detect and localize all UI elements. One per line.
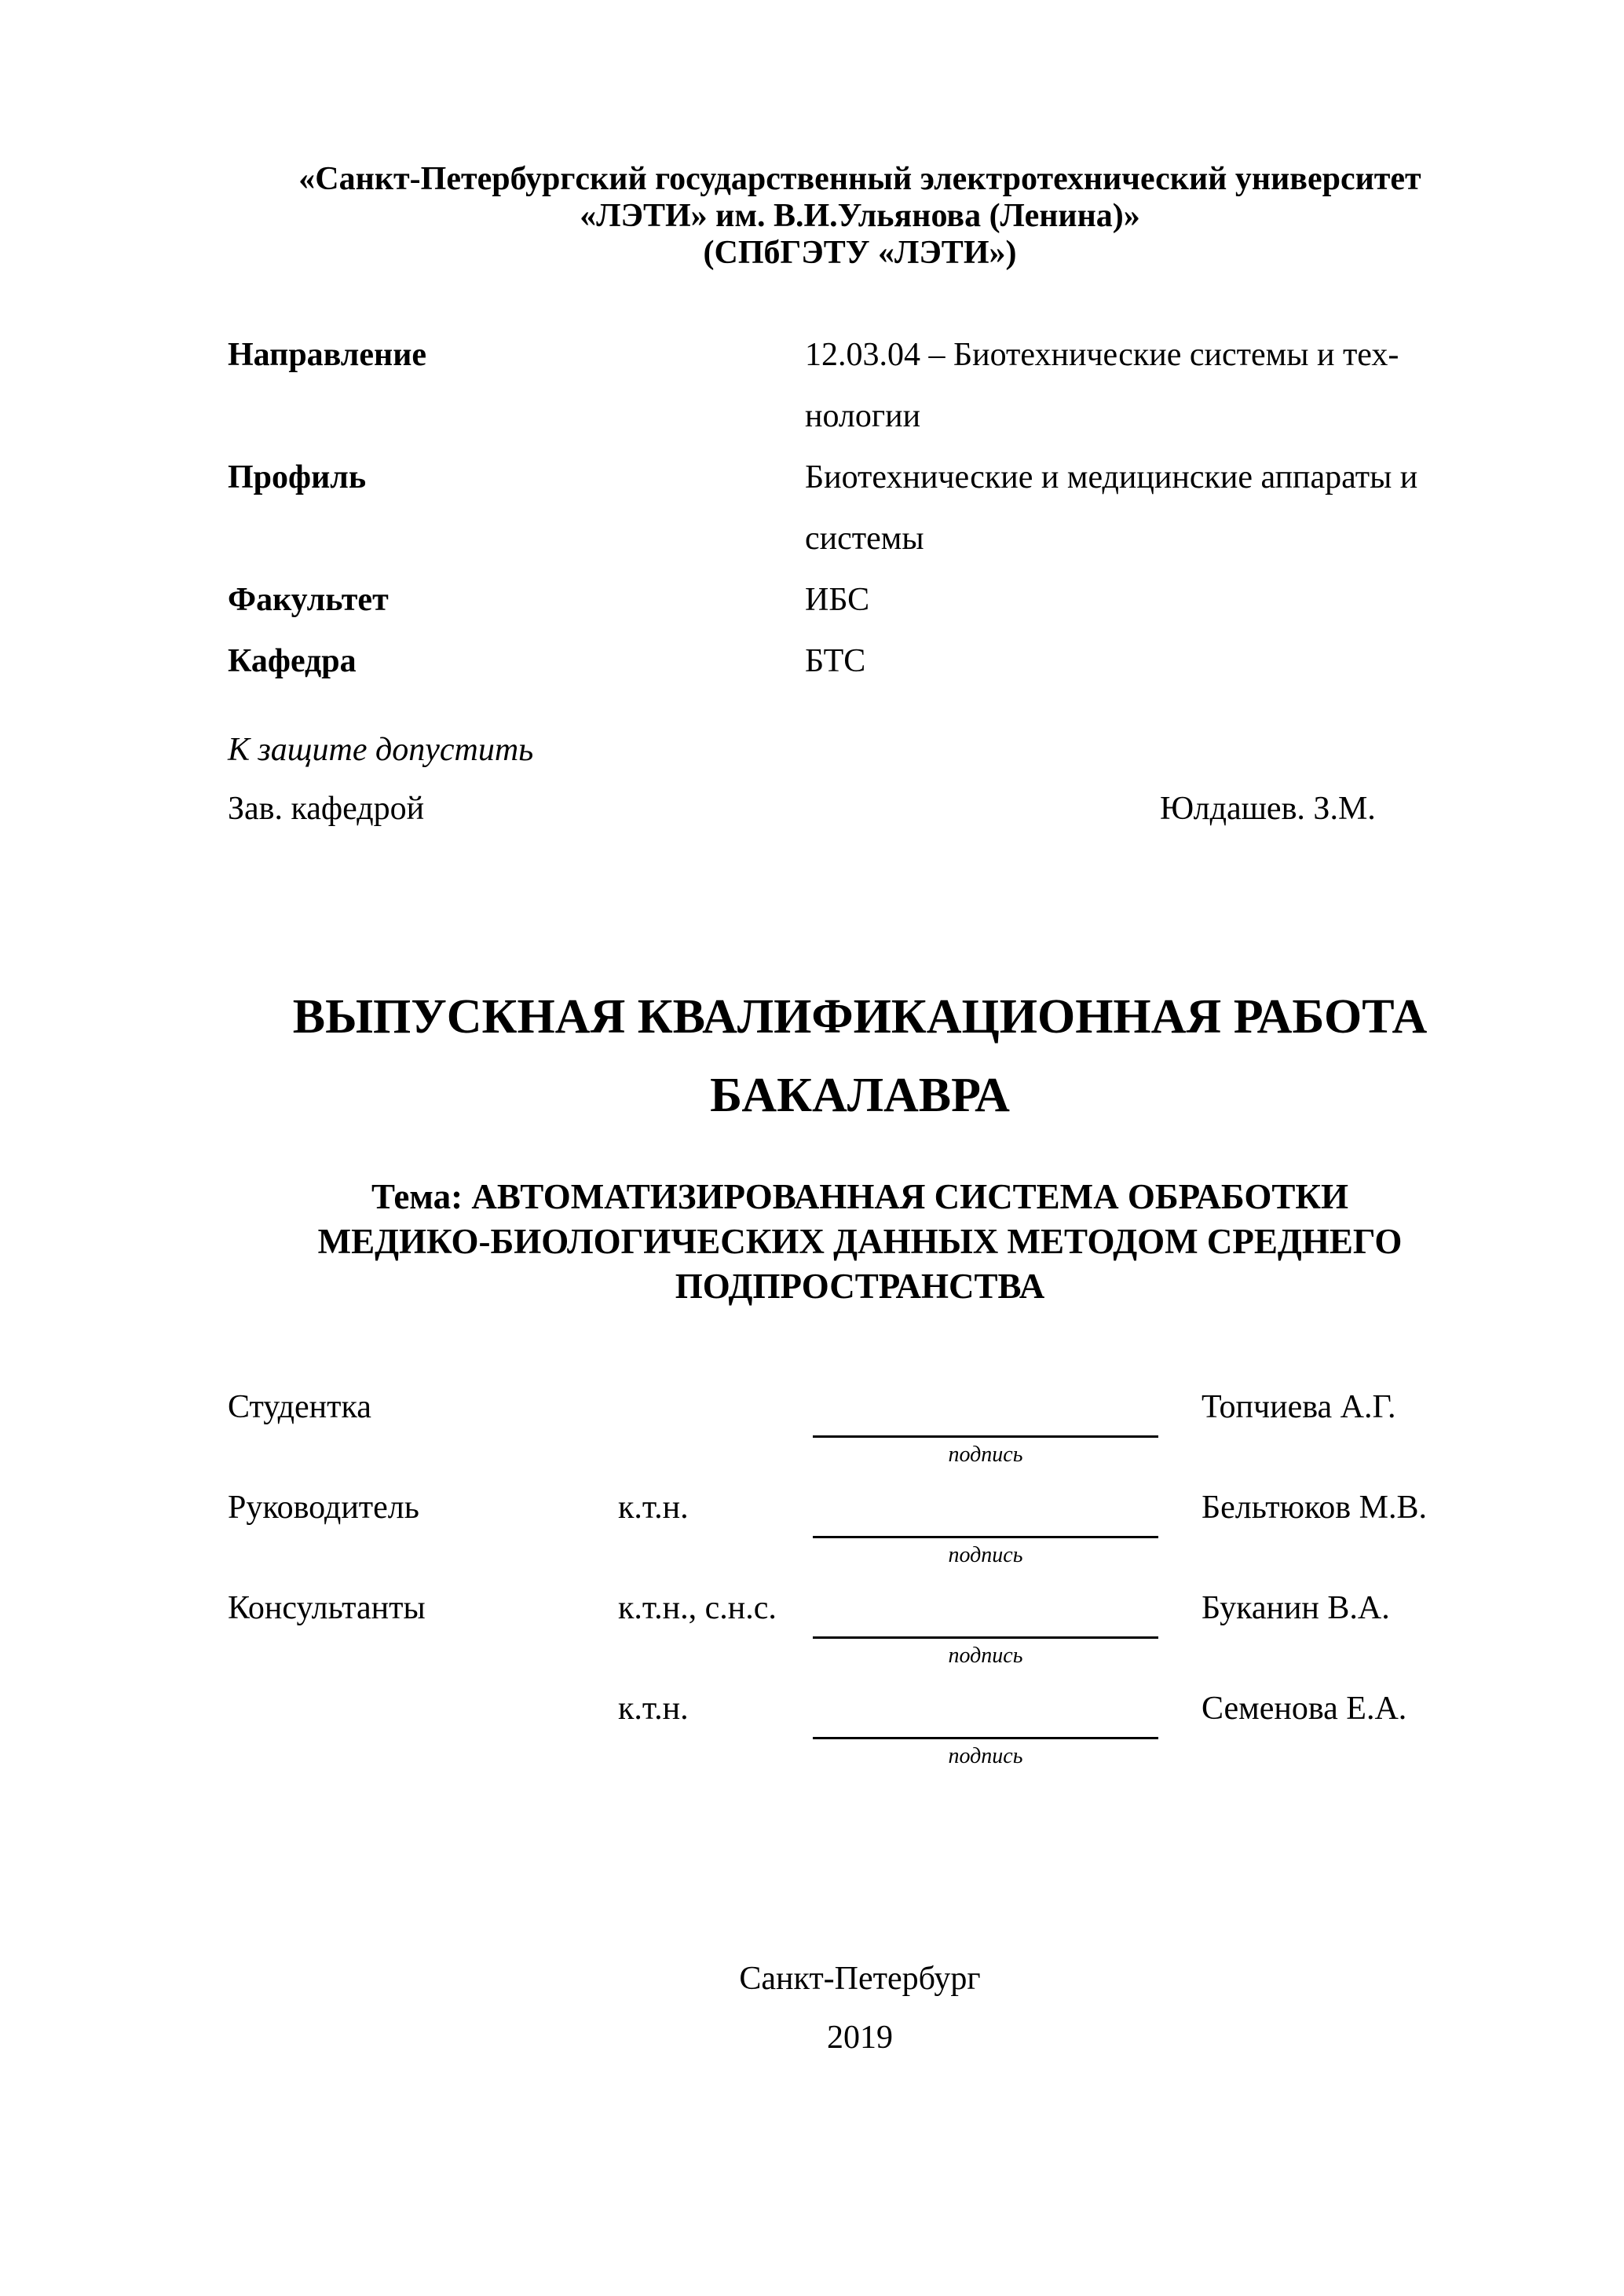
field-value-direction-line-1: 12.03.04 – Биотехнические системы и тех-	[805, 337, 1399, 373]
footer-year: 2019	[827, 2020, 893, 2056]
signature-row-consultant-1	[228, 1589, 1492, 1690]
topic-line-1: Тема: АВТОМАТИЗИРОВАННАЯ СИСТЕМА ОБРАБОТКИ	[371, 1177, 1348, 1216]
approval-block	[228, 721, 1492, 839]
signature-name: Топчиева А.Г.	[1202, 1389, 1396, 1425]
signatures-block	[228, 1388, 1492, 1828]
university-header	[228, 161, 1492, 272]
department-head-name: Юлдашев. З.М.	[1160, 791, 1376, 827]
field-value-faculty: ИБС	[805, 582, 870, 618]
field-row-profile	[228, 447, 1492, 508]
university-name-line-1: «Санкт-Петербургский государственный электротехнический университет	[298, 161, 1421, 197]
field-value-profile-line-1: Биотехнические и медицинские аппараты и	[805, 459, 1418, 495]
program-fields	[228, 324, 1492, 692]
field-row-profile-wrap	[228, 508, 1492, 569]
field-label-direction: Направление	[228, 337, 427, 373]
field-row-chair	[228, 631, 1492, 692]
signature-row-supervisor	[228, 1489, 1492, 1589]
topic-line-3: ПОДПРОСТРАНСТВА	[675, 1267, 1045, 1306]
signature-role: Консультанты	[228, 1590, 426, 1626]
signature-row-student	[228, 1388, 1492, 1489]
page-content	[228, 0, 1492, 2296]
university-abbreviation: (СПбГЭТУ «ЛЭТИ»)	[703, 235, 1017, 271]
field-label-faculty: Факультет	[228, 582, 389, 618]
signature-role: Руководитель	[228, 1490, 419, 1526]
signature-role: Студентка	[228, 1389, 371, 1425]
signature-caption: подпись	[948, 1744, 1023, 1768]
work-title	[228, 978, 1492, 1135]
field-row-direction	[228, 324, 1492, 386]
field-value-profile-line-2: системы	[805, 521, 924, 557]
university-name-line-2: «ЛЭТИ» им. В.И.Ульянова (Ленина)»	[580, 198, 1140, 234]
signature-line	[813, 1536, 1158, 1538]
field-label-profile: Профиль	[228, 459, 367, 495]
work-title-line-2: БАКАЛАВРА	[710, 1069, 1010, 1122]
signature-line	[813, 1737, 1158, 1739]
signature-line	[813, 1435, 1158, 1438]
field-row-faculty	[228, 569, 1492, 631]
signature-caption: подпись	[948, 1643, 1023, 1668]
signature-degree: к.т.н.	[618, 1691, 689, 1727]
signature-name: Буканин В.А.	[1202, 1590, 1390, 1626]
signature-name: Семенова Е.А.	[1202, 1691, 1407, 1727]
footer-city: Санкт-Петербург	[739, 1961, 981, 1997]
signature-line	[813, 1636, 1158, 1639]
work-title-line-1: ВЫПУСКНАЯ КВАЛИФИКАЦИОННАЯ РАБОТА	[292, 990, 1428, 1044]
signature-degree: к.т.н., с.н.с.	[618, 1590, 777, 1626]
field-row-direction-wrap	[228, 386, 1492, 447]
signature-caption: подпись	[948, 1442, 1023, 1467]
topic-title	[228, 1175, 1492, 1309]
field-value-chair: БТС	[805, 643, 866, 679]
field-label-empty	[228, 508, 805, 569]
signature-name: Бельтюков М.В.	[1202, 1490, 1427, 1526]
department-head-row	[228, 780, 1492, 839]
department-head-label: Зав. кафедрой	[228, 791, 425, 827]
field-label-chair: Кафедра	[228, 643, 357, 679]
signature-degree: к.т.н.	[618, 1490, 689, 1526]
signature-row-consultant-2	[228, 1690, 1492, 1790]
topic-line-2: МЕДИКО-БИОЛОГИЧЕСКИХ ДАННЫХ МЕТОДОМ СРЕДНЕГО	[317, 1222, 1403, 1261]
permit-to-defense-line: К защите допустить	[228, 732, 534, 768]
footer-block	[228, 1950, 1492, 2067]
field-label-empty	[228, 386, 805, 447]
field-value-direction-line-2: нологии	[805, 398, 921, 434]
signature-caption: подпись	[948, 1543, 1023, 1567]
